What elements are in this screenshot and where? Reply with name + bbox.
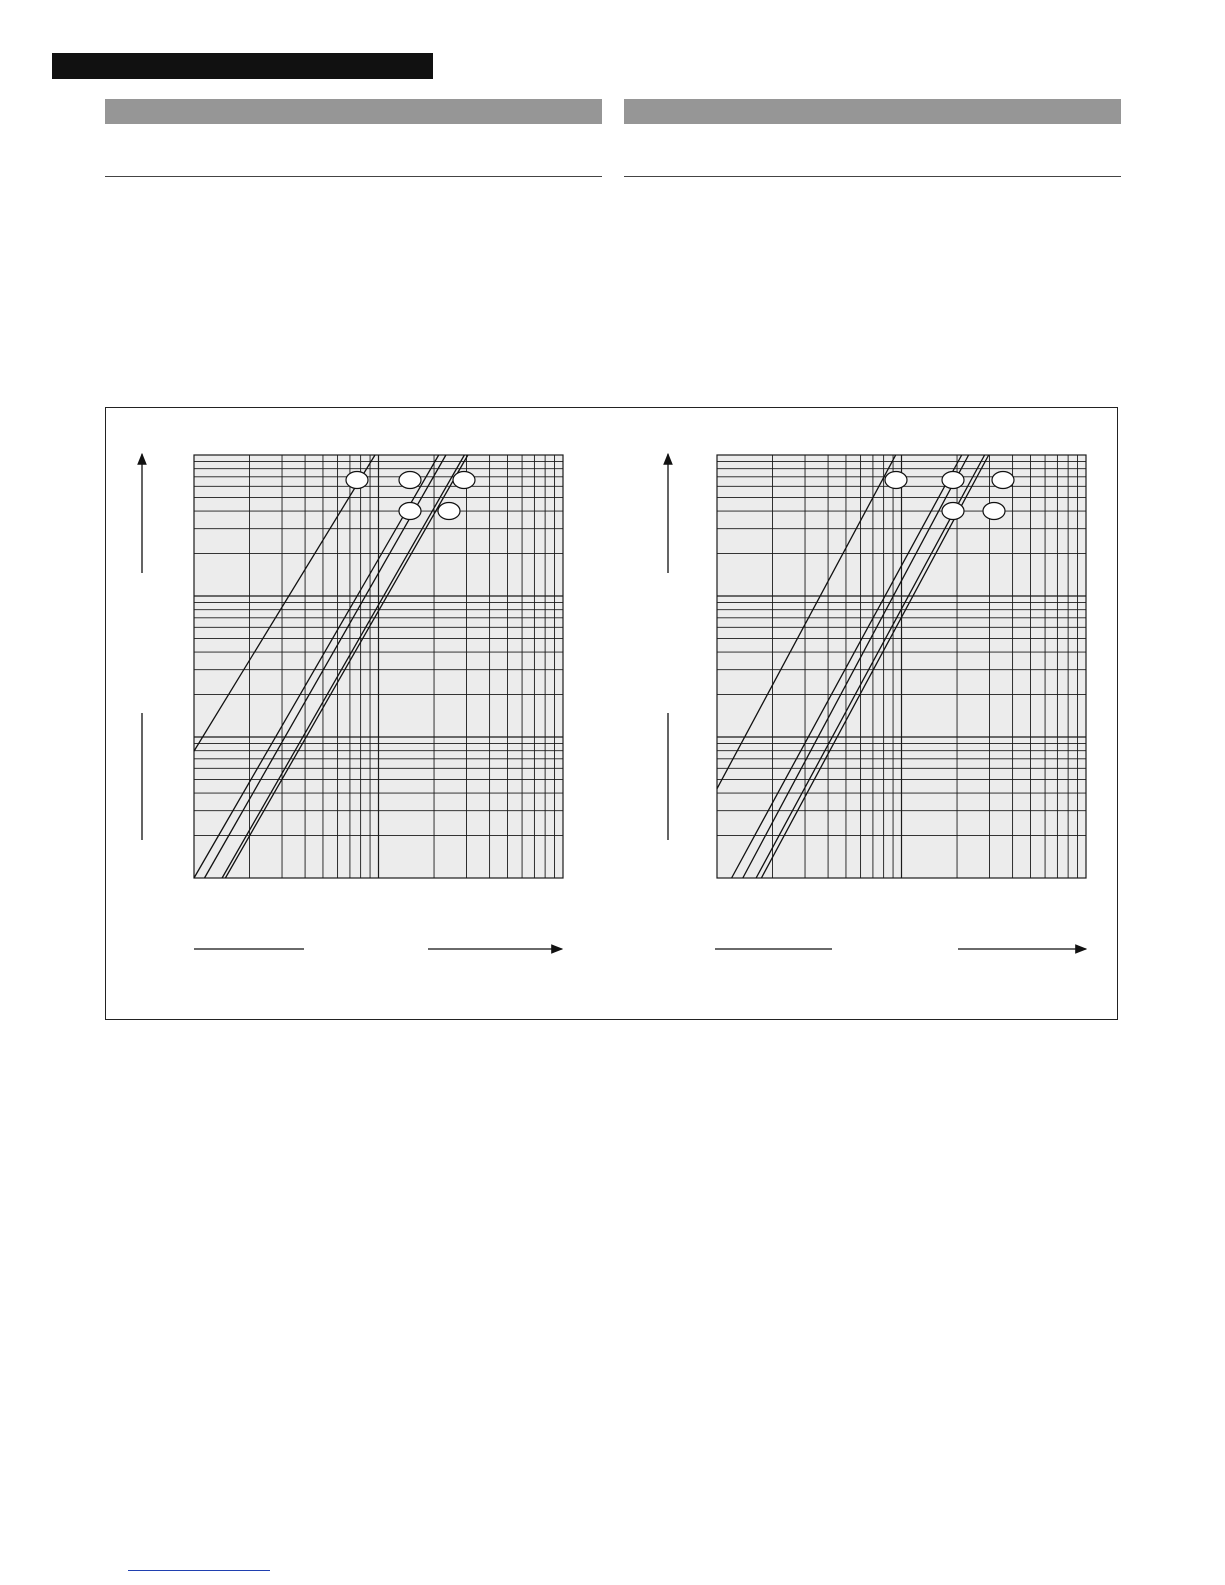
- curve-label-marker: [983, 503, 1005, 520]
- column-rule-left: [105, 176, 602, 177]
- curve-label-marker: [453, 472, 475, 489]
- section-title-bar: [52, 53, 433, 79]
- curve-label-marker: [942, 472, 964, 489]
- grid-lines: [194, 455, 563, 878]
- curve-label-marker: [942, 503, 964, 520]
- chart-2: [668, 454, 1086, 949]
- figure-frame: [105, 407, 1118, 1020]
- column-header-bar-right: [624, 99, 1121, 124]
- column-header-bar-left: [105, 99, 602, 124]
- column-rule-right: [624, 176, 1121, 177]
- curve-label-marker: [885, 472, 907, 489]
- curve-label-marker: [346, 472, 368, 489]
- curve-label-marker: [399, 503, 421, 520]
- chart-1: [142, 454, 563, 949]
- footer-link-underline[interactable]: [128, 1570, 270, 1571]
- figure-canvas: [106, 408, 1117, 1019]
- curve-label-marker: [992, 472, 1014, 489]
- curve-label-marker: [438, 503, 460, 520]
- grid-lines: [717, 455, 1086, 878]
- curve-label-marker: [399, 472, 421, 489]
